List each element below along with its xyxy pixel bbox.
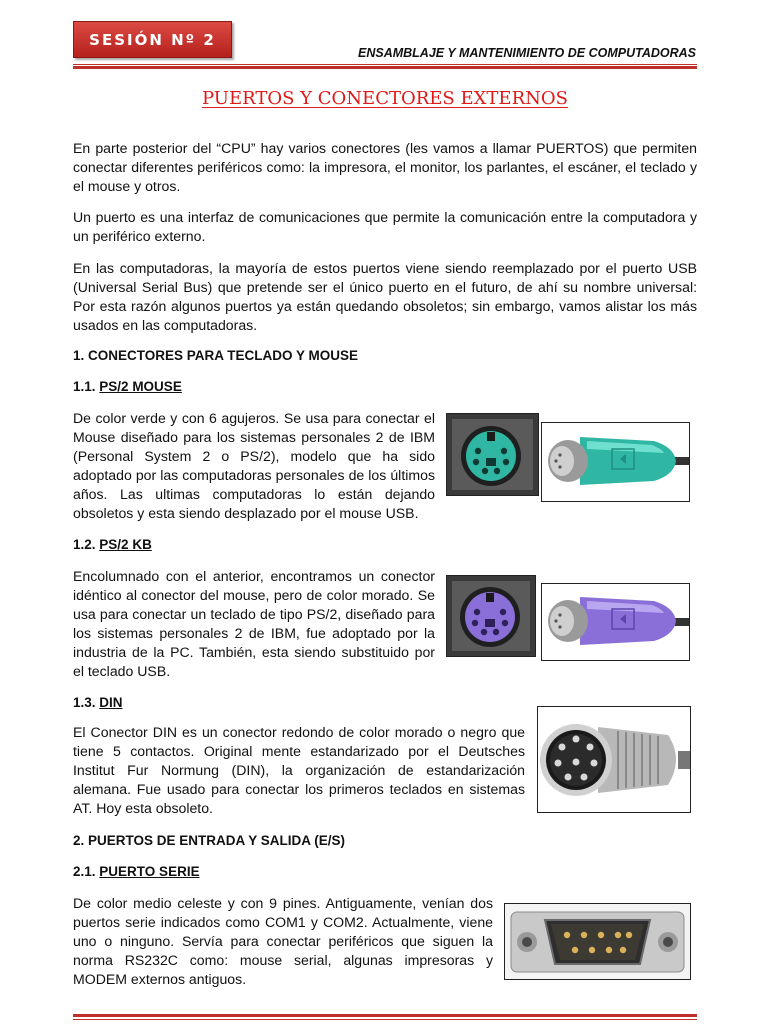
ps2-mouse-plug-image — [541, 422, 690, 502]
puerto-serie-paragraph: De color medio celeste y con 9 pines. Antiguamente, venían dos puertos serie indicados como COM1 y COM2. Actualmente, viene uno o ninguno. Servía para conectar periféricos que siguen la norma RS232C como: mouse serial, algunas impresoras y MODEM externos antiguos. — [73, 895, 493, 987]
section-1-heading: 1. CONECTORES PARA TECLADO Y MOUSE — [73, 348, 359, 363]
din-paragraph: El Conector DIN es un conector redondo de color morado o negro que tiene 5 contactos. Original mente estandarizado por el Deutsches Institut Fur Normung (DIN), la organización de estandarización alemana. Fue usado para conectar los primeros teclados en sistemas AT. Hoy esta obsoleto. — [73, 724, 525, 816]
header-rule-thin — [73, 64, 697, 65]
intro-paragraph-2: Un puerto es una interfaz de comunicaciones que permite la comunicación entre la computadora y un periférico externo. — [73, 209, 697, 244]
ps2-mouse-paragraph: De color verde y con 6 agujeros. Se usa para conectar el Mouse diseñado para los sistemas personales 2 de IBM (Personal System 2 o PS/2), modelo que ha sido adoptado por las computadoras personales de los últimos años. Las ultimas computadoras lo están dejando obsoletos y esta siendo desplazado por el mouse USB. — [73, 410, 435, 521]
subsection-name: DIN — [99, 695, 123, 710]
subsection-name: PS/2 MOUSE — [99, 379, 182, 394]
subsection-number: 1.3. — [73, 695, 96, 710]
footer-rule-thick — [73, 1014, 697, 1017]
session-label: SESIÓN Nº 2 — [73, 21, 232, 58]
course-title: ENSAMBLAJE Y MANTENIMIENTO DE COMPUTADORAS — [358, 46, 696, 60]
intro-paragraph-3: En las computadoras, la mayoría de estos puertos viene siendo reemplazado por el puerto USB (Universal Serial Bus) que pretende ser el único puerto en el futuro, de ahí su nombre universal: Por esta razón algunos puertos ya están quedando obsoletos; sin embargo, vamos alistar los más usados en las computadoras. — [73, 260, 697, 333]
subsection-number: 1.2. — [73, 537, 96, 552]
din-connector-image — [537, 706, 691, 813]
subsection-name: PS/2 KB — [99, 537, 152, 552]
ps2-kb-port-image — [446, 575, 536, 657]
footer-rule-thin — [73, 1019, 697, 1020]
ps2-kb-plug-image — [541, 583, 690, 661]
subsection-puerto-serie-heading — [73, 864, 200, 879]
subsection-din-heading — [73, 695, 123, 710]
serial-port-image — [504, 903, 691, 980]
subsection-number: 2.1. — [73, 864, 96, 879]
page-title: PUERTOS Y CONECTORES EXTERNOS — [202, 88, 568, 109]
intro-paragraph-1: En parte posterior del “CPU” hay varios conectores (les vamos a llamar PUERTOS) que permiten conectar diferentes periféricos como: la impresora, el monitor, los parlantes, el escáner, el teclado y el mouse y otros. — [73, 140, 697, 194]
subsection-number: 1.1. — [73, 379, 96, 394]
subsection-ps2-kb-heading — [73, 537, 152, 552]
ps2-mouse-port-image — [446, 413, 539, 496]
header-rule-thick — [73, 66, 697, 69]
subsection-ps2-mouse-heading — [73, 379, 182, 394]
subsection-name: PUERTO SERIE — [99, 864, 200, 879]
section-2-heading: 2. PUERTOS DE ENTRADA Y SALIDA (E/S) — [73, 833, 346, 848]
ps2-kb-paragraph: Encolumnado con el anterior, encontramos un conector idéntico al conector del mouse, pero de color morado. Se usa para conectar un teclado de tipo PS/2, diseñado para los sistemas personales 2 de IBM, fue adoptado por la industria de la PC. También, esta siendo substituido por el teclado USB. — [73, 568, 435, 679]
